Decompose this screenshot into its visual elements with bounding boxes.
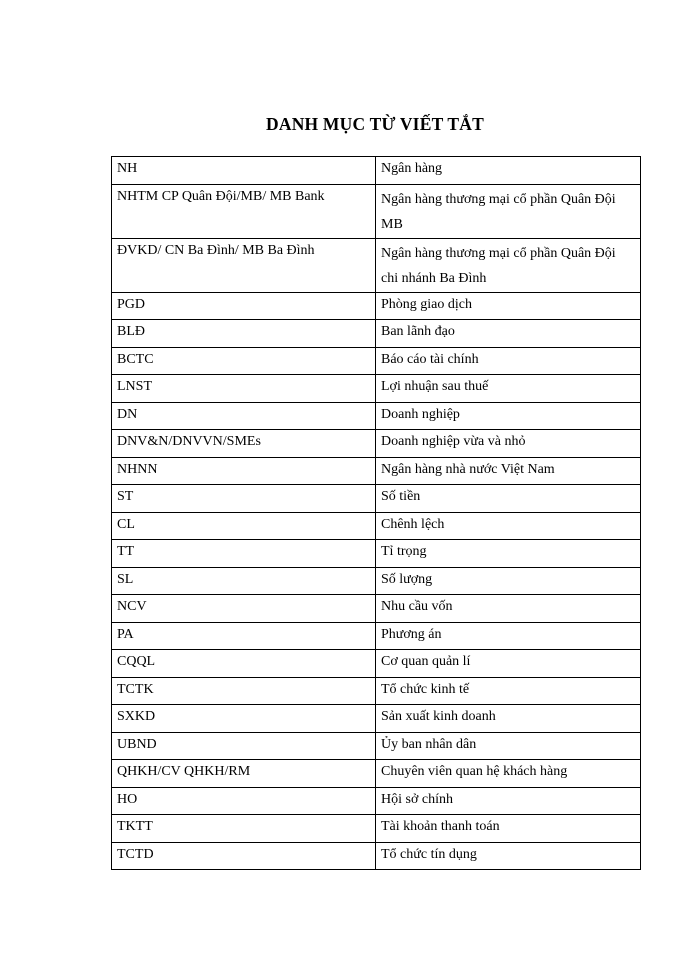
table-row	[112, 512, 641, 540]
table-row	[112, 677, 641, 705]
meaning-cell: Số lượng	[376, 567, 641, 595]
meaning-cell: Tỉ trọng	[376, 540, 641, 568]
meaning-cell: Doanh nghiệp	[376, 402, 641, 430]
meaning-cell: Phòng giao dịch	[376, 292, 641, 320]
abbreviation-cell: PA	[112, 622, 376, 650]
table-row	[112, 705, 641, 733]
abbreviation-cell: SXKD	[112, 705, 376, 733]
table-row	[112, 787, 641, 815]
abbreviation-cell: TCTD	[112, 842, 376, 870]
abbreviation-cell: CQQL	[112, 650, 376, 678]
table-row	[112, 622, 641, 650]
meaning-cell: Số tiền	[376, 485, 641, 513]
meaning-cell: Cơ quan quản lí	[376, 650, 641, 678]
table-row	[112, 650, 641, 678]
table-row	[112, 732, 641, 760]
meaning-cell: Báo cáo tài chính	[376, 347, 641, 375]
meaning-cell: Ủy ban nhân dân	[376, 732, 641, 760]
abbreviation-cell: BLĐ	[112, 320, 376, 348]
abbreviation-cell: LNST	[112, 375, 376, 403]
abbreviation-cell: TKTT	[112, 815, 376, 843]
meaning-cell: Chuyên viên quan hệ khách hàng	[376, 760, 641, 788]
table-row	[112, 540, 641, 568]
abbreviation-cell: SL	[112, 567, 376, 595]
table-row	[112, 347, 641, 375]
meaning-cell: Ngân hàng nhà nước Việt Nam	[376, 457, 641, 485]
abbreviation-table	[111, 156, 641, 870]
abbreviation-cell: DNV&N/DNVVN/SMEs	[112, 430, 376, 458]
table-row	[112, 320, 641, 348]
abbreviation-table-body	[112, 157, 641, 870]
abbreviation-cell: TT	[112, 540, 376, 568]
table-row	[112, 184, 641, 238]
meaning-cell: Tổ chức tín dụng	[376, 842, 641, 870]
abbreviation-cell: TCTK	[112, 677, 376, 705]
abbreviation-cell: ST	[112, 485, 376, 513]
page-title: DANH MỤC TỪ VIẾT TẮT	[266, 114, 484, 134]
meaning-cell: Tài khoản thanh toán	[376, 815, 641, 843]
abbreviation-cell: NHTM CP Quân Đội/MB/ MB Bank	[112, 184, 376, 238]
table-row	[112, 485, 641, 513]
abbreviation-cell: UBND	[112, 732, 376, 760]
abbreviation-cell: PGD	[112, 292, 376, 320]
meaning-cell: Chênh lệch	[376, 512, 641, 540]
table-row	[112, 238, 641, 292]
table-row	[112, 760, 641, 788]
abbreviation-cell: CL	[112, 512, 376, 540]
meaning-cell: Ngân hàng thương mại cổ phần Quân Đội chi nhánh Ba Đình	[376, 238, 641, 292]
abbreviation-cell: DN	[112, 402, 376, 430]
table-row	[112, 842, 641, 870]
table-row	[112, 157, 641, 185]
table-row	[112, 292, 641, 320]
meaning-cell: Phương án	[376, 622, 641, 650]
abbreviation-cell: NCV	[112, 595, 376, 623]
abbreviation-cell: NH	[112, 157, 376, 185]
table-row	[112, 567, 641, 595]
meaning-cell: Hội sở chính	[376, 787, 641, 815]
table-row	[112, 402, 641, 430]
meaning-cell: Sản xuất kinh doanh	[376, 705, 641, 733]
abbreviation-cell: ĐVKD/ CN Ba Đình/ MB Ba Đình	[112, 238, 376, 292]
meaning-cell: Lợi nhuận sau thuế	[376, 375, 641, 403]
table-row	[112, 457, 641, 485]
table-row	[112, 430, 641, 458]
abbreviation-cell: BCTC	[112, 347, 376, 375]
meaning-cell: Ngân hàng	[376, 157, 641, 185]
meaning-cell: Tổ chức kinh tế	[376, 677, 641, 705]
abbreviation-cell: NHNN	[112, 457, 376, 485]
abbreviation-cell: QHKH/CV QHKH/RM	[112, 760, 376, 788]
meaning-cell: Ngân hàng thương mại cổ phần Quân Đội MB	[376, 184, 641, 238]
abbreviation-cell: HO	[112, 787, 376, 815]
table-row	[112, 815, 641, 843]
meaning-cell: Ban lãnh đạo	[376, 320, 641, 348]
table-row	[112, 375, 641, 403]
table-row	[112, 595, 641, 623]
meaning-cell: Doanh nghiệp vừa và nhỏ	[376, 430, 641, 458]
meaning-cell: Nhu cầu vốn	[376, 595, 641, 623]
